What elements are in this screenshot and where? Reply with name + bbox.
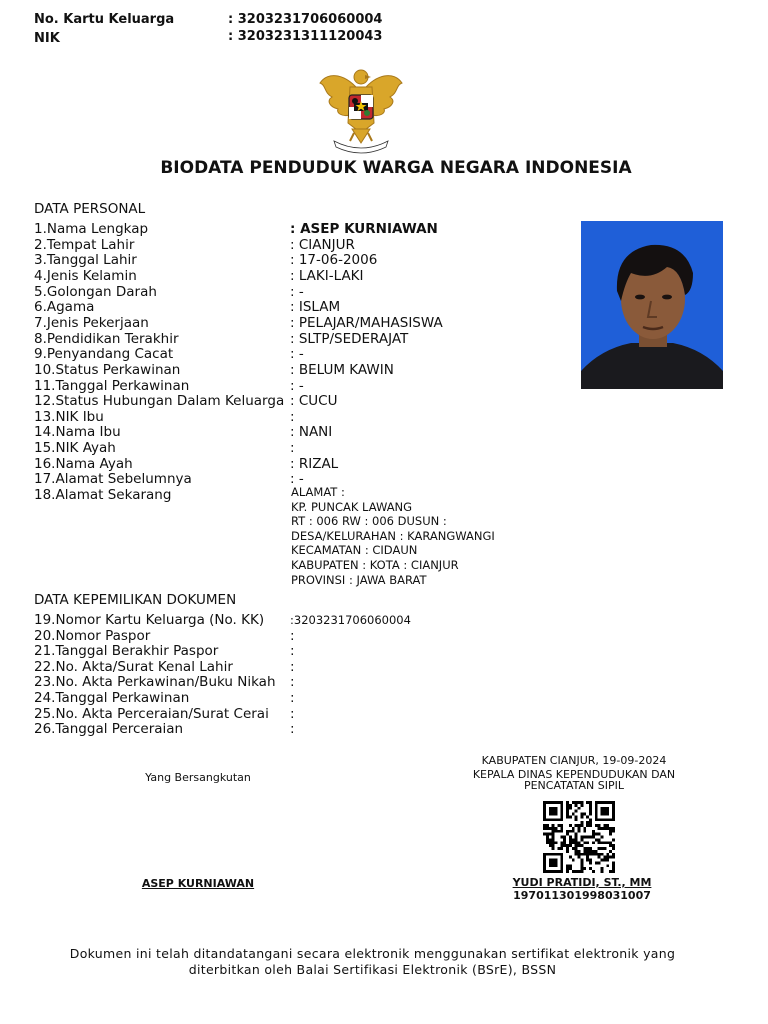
notice-line-1: Dokumen ini telah ditandatangani secara elektronik menggunakan sertifikat elektronik yang: [69, 946, 676, 961]
address-line: DESA/KELURAHAN : KARANGWANGI: [291, 528, 495, 543]
electronic-signature-notice: [0, 946, 745, 978]
field-value: : -: [290, 471, 304, 488]
notice-line-2: diterbitkan oleh Balai Sertifikasi Elektronik (BSrE), BSSN: [188, 962, 557, 977]
kk-value: : 3203231706060004: [228, 12, 383, 27]
field-value: : -: [290, 377, 304, 394]
field-label: 16.Nama Ayah: [34, 455, 133, 472]
field-label: 20.Nomor Paspor: [34, 627, 151, 644]
field-label: 10.Status Perkawinan: [34, 361, 181, 378]
field-value: :: [290, 643, 295, 660]
field-value: :: [290, 408, 295, 425]
field-label: 5.Golongan Darah: [34, 283, 157, 300]
field-label: 4.Jenis Kelamin: [34, 267, 137, 284]
office-line-1: KEPALA DINAS KEPENDUDUKAN DAN: [472, 768, 676, 781]
field-label: 15.NIK Ayah: [34, 440, 116, 457]
office-line-2: PENCATATAN SIPIL: [523, 779, 625, 792]
field-label: 6.Agama: [34, 299, 95, 316]
document-title: BIODATA PENDUDUK WARGA NEGARA INDONESIA: [160, 158, 632, 178]
citizen-photo: [581, 221, 723, 389]
address-line: KABUPATEN : KOTA : CIANJUR: [291, 558, 459, 572]
qr-code-icon: [543, 801, 615, 873]
address-line: KECAMATAN : CIDAUN: [291, 543, 418, 558]
field-value: : RIZAL: [290, 455, 339, 472]
field-label: 21.Tanggal Berakhir Paspor: [34, 643, 219, 660]
field-label: 18.Alamat Sekarang: [34, 487, 172, 504]
field-label: 12.Status Hubungan Dalam Keluarga: [34, 393, 285, 410]
field-label: 25.No. Akta Perceraian/Surat Cerai: [34, 705, 269, 722]
field-value: :: [290, 674, 295, 691]
field-value: : -: [290, 346, 304, 363]
field-label: 1.Nama Lengkap: [34, 221, 149, 237]
field-label: 14.Nama Ibu: [34, 424, 121, 441]
field-label: 26.Tanggal Perceraian: [34, 721, 184, 738]
section-personal-heading: DATA PERSONAL: [34, 201, 146, 217]
field-value: : -: [290, 283, 304, 300]
address-line: PROVINSI : JAWA BARAT: [291, 572, 427, 587]
field-label: 13.NIK Ibu: [34, 408, 104, 425]
field-value: :: [290, 721, 295, 738]
address-line: ALAMAT :: [291, 485, 345, 499]
official-nip: 197011301998031007: [513, 889, 651, 902]
field-label: 17.Alamat Sebelumnya: [34, 471, 192, 488]
field-label: 19.Nomor Kartu Keluarga (No. KK): [34, 612, 265, 628]
left-signature-label: Yang Bersangkutan: [145, 771, 251, 784]
field-value: :3203231706060004: [290, 613, 411, 627]
field-value: : BELUM KAWIN: [290, 361, 394, 378]
place-date: KABUPATEN CIANJUR, 19-09-2024: [481, 754, 667, 767]
section-documents-heading: DATA KEPEMILIKAN DOKUMEN: [34, 592, 237, 608]
field-value: :: [290, 705, 295, 722]
nik-value: : 3203231311120043: [228, 29, 383, 44]
field-value: :: [290, 690, 295, 706]
field-label: 22.No. Akta/Surat Kenal Lahir: [34, 658, 233, 675]
field-value: : NANI: [290, 424, 333, 441]
field-label: 7.Jenis Pekerjaan: [34, 314, 149, 331]
field-value: : ASEP KURNIAWAN: [290, 221, 438, 237]
field-value: : PELAJAR/MAHASISWA: [290, 314, 443, 331]
field-label: 23.No. Akta Perkawinan/Buku Nikah: [34, 674, 276, 691]
field-label: 9.Penyandang Cacat: [34, 346, 174, 363]
garuda-emblem-icon: [316, 63, 406, 155]
address-line: RT : 006 RW : 006 DUSUN :: [291, 514, 447, 529]
field-value: :: [290, 658, 295, 675]
field-label: 24.Tanggal Perkawinan: [34, 690, 190, 706]
field-label: 2.Tempat Lahir: [34, 236, 135, 253]
field-value: : CUCU: [290, 393, 338, 410]
field-value: : SLTP/SEDERAJAT: [290, 330, 409, 347]
field-value: :: [290, 440, 295, 457]
field-label: 3.Tanggal Lahir: [34, 252, 137, 269]
field-value: : ISLAM: [290, 299, 341, 316]
address-line: KP. PUNCAK LAWANG: [291, 499, 413, 514]
field-value: : CIANJUR: [290, 236, 355, 253]
field-value: : 17-06-2006: [290, 252, 378, 269]
nik-label: NIK: [34, 31, 60, 46]
kk-label: No. Kartu Keluarga: [34, 12, 175, 27]
field-label: 8.Pendidikan Terakhir: [34, 330, 179, 347]
official-name: YUDI PRATIDI, ST., MM: [512, 876, 652, 889]
field-value: : LAKI-LAKI: [290, 267, 364, 284]
field-value: :: [290, 627, 295, 644]
field-label: 11.Tanggal Perkawinan: [34, 377, 190, 394]
left-signature-name: ASEP KURNIAWAN: [141, 877, 255, 890]
